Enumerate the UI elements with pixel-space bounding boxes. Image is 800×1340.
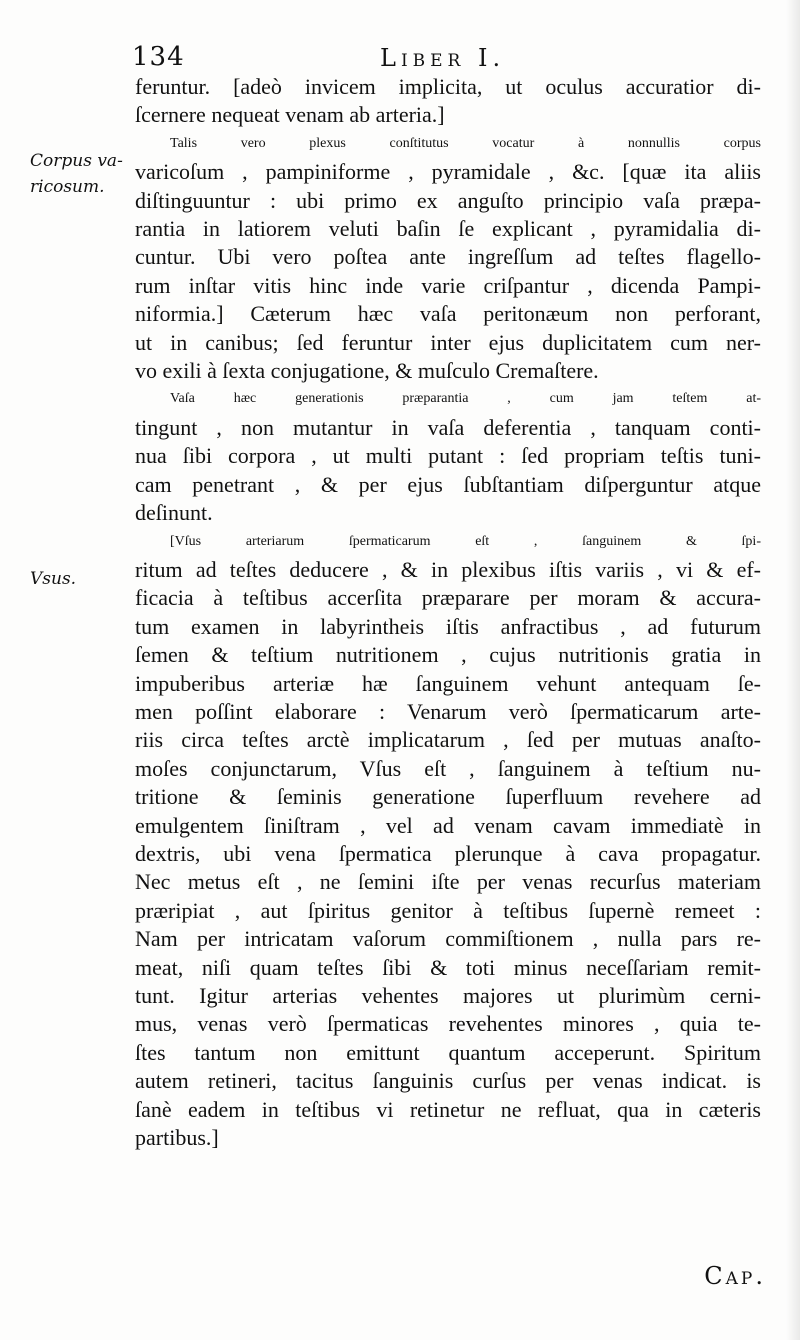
catchword: Cap. (704, 1262, 766, 1290)
text-line: ſtes tantum non emittunt quantum acceperunt. Spiritum (135, 1039, 761, 1065)
margin-note-corpus-varicosum (30, 148, 130, 200)
margin-note-line: Corpus va- (30, 151, 123, 171)
text-line: men poſſint elaborare : Venarum verò ſpermaticarum arte- (135, 698, 761, 724)
text-line: impuberibus arteriæ hæ ſanguinem vehunt antequam ſe- (135, 670, 761, 696)
text-line: cuntur. Ubi vero poſtea ante ingreſſum ad teſtes flagello- (135, 244, 761, 270)
running-head: Liber I. (380, 44, 506, 72)
text-line: ſcernere nequeat venam ab arteria.] (135, 102, 445, 128)
margin-note-line: Vsus. (30, 569, 77, 589)
text-line: tum examen in labyrintheis iſtis anfractibus , ad futurum (135, 613, 761, 639)
text-line: Vaſa hæc generationis præparantia , cum jam teſtem at- (170, 391, 761, 407)
paragraph-continuation (135, 73, 761, 130)
text-line: cam penetrant , & per ejus ſubſtantiam diſperguntur atque (135, 471, 761, 497)
text-line: riis circa teſtes arctè implicatarum , ſed per mutuas anaſto- (135, 727, 761, 753)
page-edge-shadow (786, 0, 800, 1340)
text-line: nua ſibi corpora , ut multi putant : ſed propriam teſtis tuni- (135, 443, 761, 469)
text-line: rantia in latiorem veluti baſin ſe explicant , pyramidalia di- (135, 216, 761, 242)
text-line: vo exili à ſexta conjugatione, & muſculo Cremaſtere. (135, 358, 599, 384)
text-line: ſanè eadem in teſtibus vi retinetur ne refluat, qua in cæteris (135, 1096, 761, 1122)
text-line: [Vſus arteriarum ſpermaticarum eſt , ſanguinem & ſpi- (170, 533, 761, 549)
text-line: rum inſtar vitis hinc inde varie criſpantur , dicenda Pampi- (135, 272, 761, 298)
text-line: Nam per intricatam vaſorum commiſtionem , nulla pars re- (135, 926, 761, 952)
text-line: ficacia à teſtibus accerſita præparare per moram & accura- (135, 585, 761, 611)
text-line: feruntur. [adeò invicem implicita, ut oculus accuratior di- (135, 74, 761, 99)
text-line: ut in canibus; ſed feruntur inter ejus duplicitatem cum ner- (135, 329, 761, 355)
text-line: partibus.] (135, 1125, 219, 1151)
text-line: ſemen & teſtium nutritionem , cujus nutritionis gratia in (135, 642, 761, 668)
text-line: mus, venas verò ſpermaticas revehentes minores , quia te- (135, 1011, 761, 1037)
text-line: niformia.] Cæterum hæc vaſa peritonæum non perforant, (135, 301, 761, 327)
text-line: emulgentem ſiniſtram , vel ad venam cavam immediatè in (135, 812, 761, 838)
page-number: 134 (132, 42, 185, 72)
paragraph-usus (135, 528, 761, 1153)
text-line: meat, niſi quam teſtes ſibi & toti minus neceſſariam remit- (135, 954, 761, 980)
text-line: deſinunt. (135, 500, 213, 526)
body-text (135, 73, 761, 1152)
text-line: præripiat , aut ſpiritus genitor à teſtibus ſupernè remeet : (135, 897, 761, 923)
paragraph-corpus-varicosum (135, 130, 761, 386)
paragraph-vasa-praeparantia (135, 385, 761, 527)
text-line: tunt. Igitur arterias vehentes majores ut plurimùm cerni- (135, 983, 761, 1008)
text-line: varicoſum , pampiniforme , pyramidale , &c. [quæ ita aliis (135, 159, 761, 185)
text-line: moſes conjunctarum, Vſus eſt , ſanguinem à teſtium nu- (135, 755, 761, 781)
margin-note-line: ricosum. (30, 177, 105, 197)
text-line: Nec metus eſt , ne ſemini iſte per venas recurſus materiam (135, 869, 761, 895)
text-line: diſtinguuntur : ubi primo ex anguſto principio vaſa præpa- (135, 187, 761, 213)
text-line: tritione & ſeminis generatione ſuperfluum revehere ad (135, 784, 761, 810)
margin-note-usus (30, 566, 130, 592)
text-line: ritum ad teſtes deducere , & in plexibus iſtis variis , vi & ef- (135, 556, 761, 582)
text-line: dextris, ubi vena ſpermatica plerunque à cava propagatur. (135, 840, 761, 866)
text-line: autem retineri, tacitus ſanguinis curſus per venas indicat. is (135, 1068, 761, 1094)
text-line: tingunt , non mutantur in vaſa deferentia , tanquam conti- (135, 414, 761, 440)
text-line: Talis vero plexus conſtitutus vocatur à nonnullis corpus (170, 135, 761, 151)
